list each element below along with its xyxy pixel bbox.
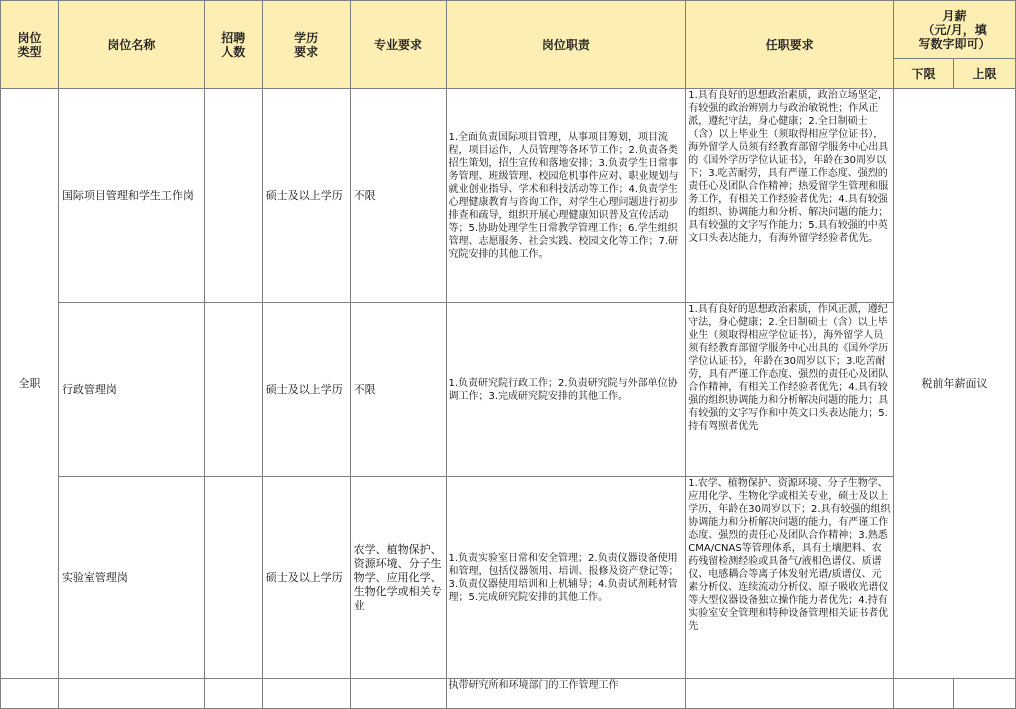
requirement-cell	[686, 679, 894, 709]
header-text-salary: 月薪 （元/月，填 写数字即可）	[918, 8, 991, 51]
headcount-cell	[204, 679, 262, 709]
salary-lower-cell	[894, 679, 954, 709]
education-cell: 硕士及以上学历	[262, 303, 350, 477]
duty-cell: 执带研究所和环境部门的工作管理工作	[446, 679, 686, 709]
position-name-cell	[58, 679, 204, 709]
salary-cell: 税前年薪面议	[894, 89, 1016, 679]
headcount-cell	[204, 89, 262, 303]
header-position-type	[1, 1, 59, 89]
table-row	[1, 679, 1016, 709]
headcount-cell	[204, 477, 262, 679]
position-type-cell	[1, 679, 59, 709]
requirement-cell: 1.具有良好的思想政治素质，政治立场坚定，有较强的政治辨别力与政治敏锐性；作风正派，遵纪守法，身心健康；2.全日制硕士（含）以上毕业生（须取得相应学位证书），海外留学人员须有经教育部留学服务中心出具的《国外学历学位认证书》，年龄在30周岁以下；3.吃苦耐劳，具有严谨工作态度、强烈的责任心及团队合作精神；热爱留学生管理和服务工作，有相关工作经验者优先；4.具有较强的组织、协调能力和分析、解决问题的能力；具有较强的文字写作能力；5.具有较强的中英文口头表达能力，有海外留学经验者优先。	[686, 89, 894, 303]
duty-cell: 1.全面负责国际项目管理，从事项目筹划，项目流程，项目运作，人员管理等各环节工作；2.负责各类招生策划，招生宣传和落地安排；3.负责学生日常事务管理、班级管理、校园危机事件应对、职业规划与就业创业指导、学术和科技活动等工作；4.负责学生心理健康教育与咨询工作，对学生心理问题进行初步排查和疏导，组织开展心理健康知识普及宣传活动等；5.协助处理学生日常教学管理工作；6.学生组织管理、志愿服务、社会实践、校园文化等工作；7.研究院安排的其他工作。	[446, 89, 686, 303]
table-row	[1, 89, 1016, 303]
education-cell	[262, 679, 350, 709]
position-name-cell: 行政管理岗	[58, 303, 204, 477]
header-headcount	[204, 1, 262, 89]
header-monthly-salary	[894, 1, 1016, 59]
requirement-cell: 1.具有良好的思想政治素质，作风正派，遵纪守法，身心健康；2.全日制硕士（含）以上毕业生（须取得相应学位证书），海外留学人员须有经教育部留学服务中心出具的《国外学历学位认证书》，年龄在30周岁以下；3.吃苦耐劳，具有严谨工作态度、强烈的责任心及团队合作精神，有相关工作经验者优先；4.具有较强的组织协调能力和分析解决问题的能力；具有较强的文字写作和中英文口头表达能力；5.持有驾照者优先	[686, 303, 894, 477]
header-text-edu: 学历 要求	[294, 30, 319, 59]
header-major: 专业要求	[350, 1, 446, 89]
position-name-cell: 实验室管理岗	[58, 477, 204, 679]
major-cell: 不限	[350, 89, 446, 303]
salary-upper-cell	[954, 679, 1016, 709]
header-education	[262, 1, 350, 89]
position-type-cell: 全职	[1, 89, 59, 679]
headcount-cell	[204, 303, 262, 477]
header-requirements: 任职要求	[686, 1, 894, 89]
duty-cell: 1.负责研究院行政工作；2.负责研究院与外部单位协调工作；3.完成研究院安排的其他工作。	[446, 303, 686, 477]
education-cell: 硕士及以上学历	[262, 89, 350, 303]
position-name-cell: 国际项目管理和学生工作岗	[58, 89, 204, 303]
major-cell	[350, 679, 446, 709]
header-text-count: 招聘 人数	[221, 30, 246, 59]
requirement-cell: 1.农学、植物保护、资源环境、分子生物学、应用化学、生物化学或相关专业，硕士及以上学历，年龄在30周岁以下；2.具有较强的组织协调能力和分析解决问题的能力，有严谨工作态度、强烈的责任心及团队合作精神；3.熟悉CMA/CNAS等管理体系，具有土壤肥料、农药残留检测经验或具备气/液相色谱仪、质谱仪、电感耦合等离子体发射光谱/质谱仪、元素分析仪、连续流动分析仪、原子吸收光谱仪等大型仪器设备独立操作能力者优先；4.持有实验室安全管理和特种设备管理相关证书者优先	[686, 477, 894, 679]
major-cell: 农学、植物保护、资源环境、分子生物学、应用化学、生物化学或相关专业	[350, 477, 446, 679]
header-position-name: 岗位名称	[58, 1, 204, 89]
duty-cell: 1.负责实验室日常和安全管理；2.负责仪器设备使用和管理，包括仪器领用、培训、报修及资产登记等；3.负责仪器使用培训和上机辅导；4.负责试剂耗材管理；5.完成研究院安排的其他工作。	[446, 477, 686, 679]
table-row	[1, 477, 1016, 679]
table-row	[1, 303, 1016, 477]
header-duties: 岗位职责	[446, 1, 686, 89]
header-salary-upper: 上限	[954, 59, 1016, 89]
header-text-type: 岗位 类型	[17, 30, 42, 59]
major-cell: 不限	[350, 303, 446, 477]
header-salary-lower: 下限	[894, 59, 954, 89]
education-cell: 硕士及以上学历	[262, 477, 350, 679]
